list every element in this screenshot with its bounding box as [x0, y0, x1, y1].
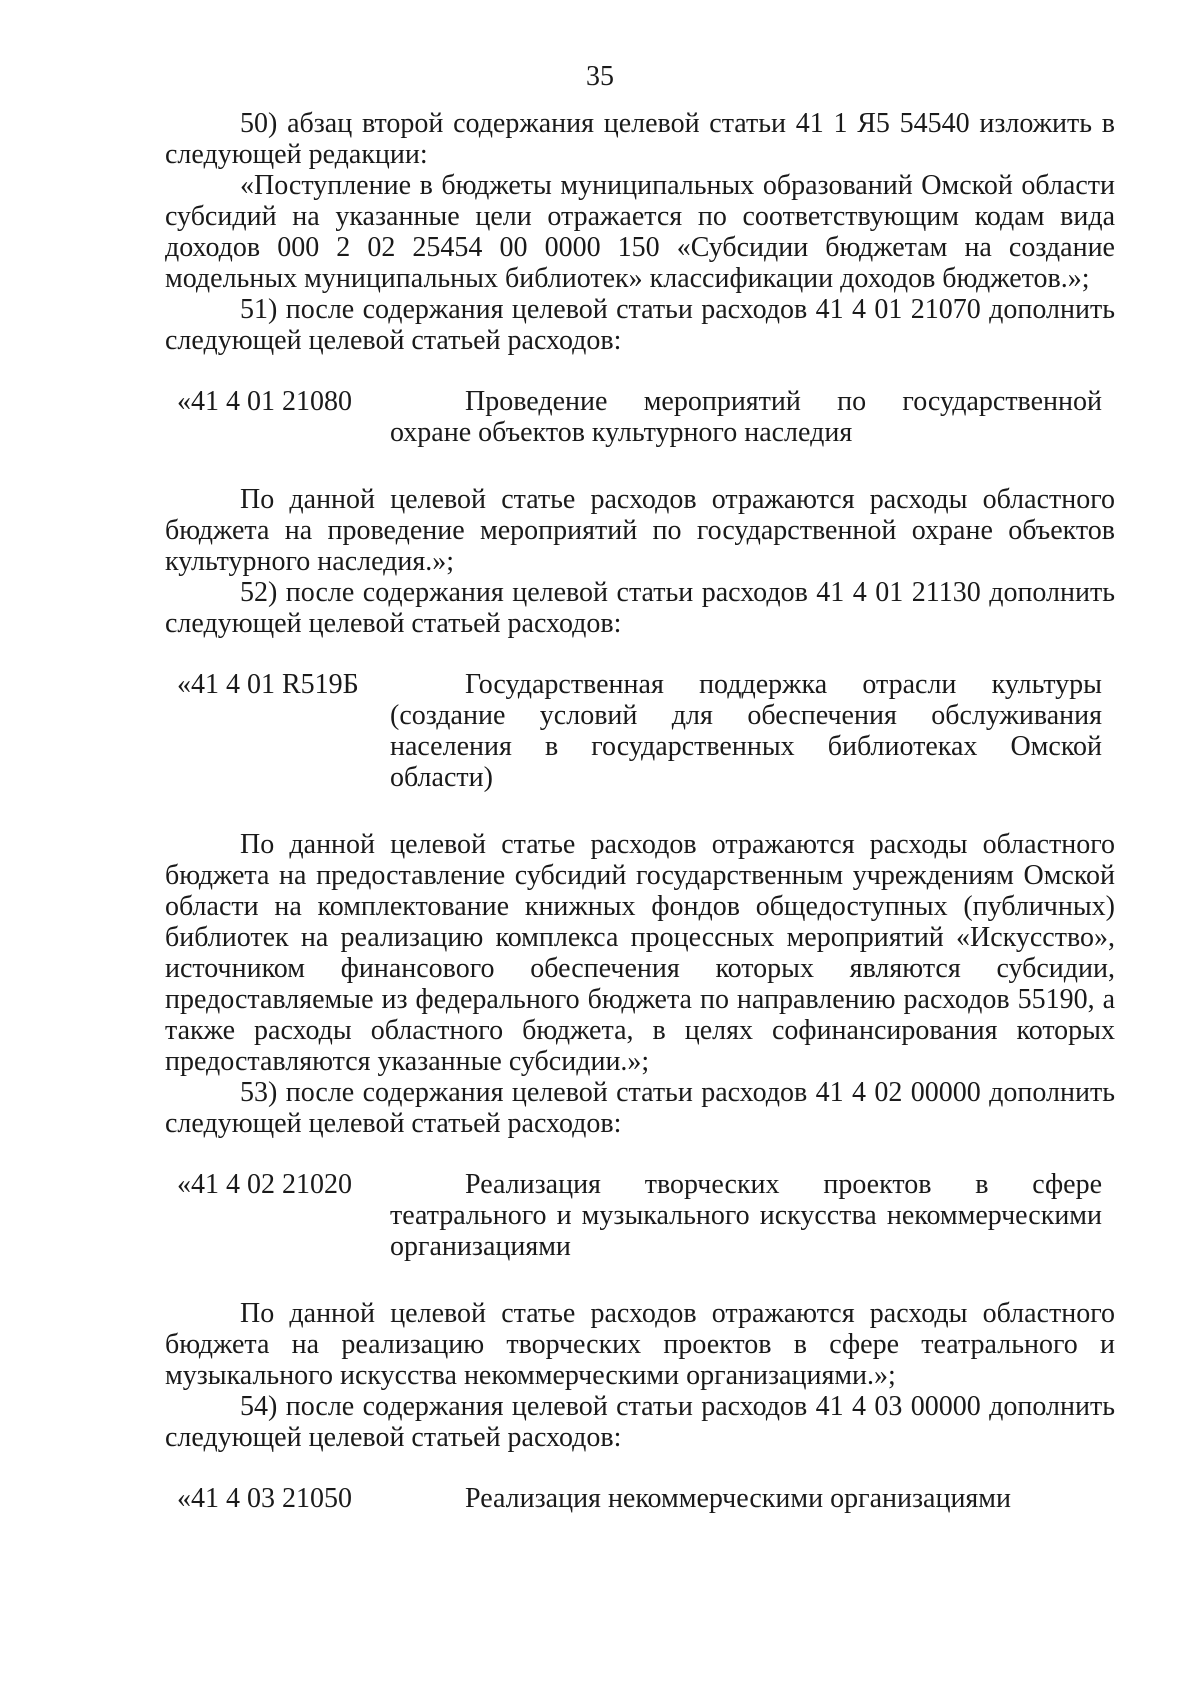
amendment-item-52: 52) после содержания целевой статьи расходов 41 4 01 21130 дополнить следующей целевой статьей расходов: — [165, 577, 1115, 639]
entry-description: По данной целевой статье расходов отражаются расходы областного бюджета на реализацию творческих проектов в сфере театрального и музыкального искусства некоммерческими организациями.»; — [165, 1298, 1115, 1391]
entry-code: «41 4 03 21050 — [177, 1483, 352, 1514]
entry-description: По данной целевой статье расходов отражаются расходы областного бюджета на проведение мероприятий по государственной охране объектов культурного наследия.»; — [165, 484, 1115, 577]
entry-title: Реализация некоммерческими организациями — [465, 1483, 1012, 1514]
entry-title: Государственная поддержка отрасли культуры (создание условий для обеспечения обслуживания населения в государственных библиотеках Омской области) — [390, 669, 1102, 793]
amendment-text-50: «Поступление в бюджеты муниципальных образований Омской области субсидий на указанные цели отражается по соответствующим кодам вида доходов 000 2 02 25454 00 0000 150 «Субсидии бюджетам на создание модельных муниципальных библиотек» классификации доходов бюджетов.»; — [165, 170, 1115, 294]
entry-title: Реализация творческих проектов в сфере театрального и музыкального искусства некоммерческими организациями — [390, 1169, 1102, 1262]
entry-description: По данной целевой статье расходов отражаются расходы областного бюджета на предоставление субсидий государственным учреждениям Омской области на комплектование книжных фондов общедоступных (публичных) библиотек на реализацию комплекса процессных мероприятий «Искусство», источником финансового обеспечения которых являются субсидии, предоставляемые из федерального бюджета по направлению расходов 55190, а также расходы областного бюджета, в целях софинансирования которых предоставляются указанные субсидии.»; — [165, 829, 1115, 1077]
amendment-item-54: 54) после содержания целевой статьи расходов 41 4 03 00000 дополнить следующей целевой статьей расходов: — [165, 1391, 1115, 1453]
amendment-item-51: 51) после содержания целевой статьи расходов 41 4 01 21070 дополнить следующей целевой статьей расходов: — [165, 294, 1115, 356]
entry-title: Проведение мероприятий по государственной охране объектов культурного наследия — [390, 386, 1102, 448]
amendment-item-53: 53) после содержания целевой статьи расходов 41 4 02 00000 дополнить следующей целевой статьей расходов: — [165, 1077, 1115, 1139]
budget-entry-41-4-01-r519b — [165, 669, 1115, 793]
entry-code: «41 4 01 R519Б — [177, 669, 359, 700]
budget-entry-41-4-02-21020 — [165, 1169, 1115, 1262]
budget-entry-41-4-01-21080 — [165, 386, 1115, 448]
page-number: 35 — [586, 61, 614, 92]
entry-code: «41 4 01 21080 — [177, 386, 352, 417]
budget-entry-41-4-03-21050 — [165, 1483, 1115, 1514]
entry-code: «41 4 02 21020 — [177, 1169, 352, 1200]
document-body — [165, 108, 1115, 1514]
amendment-item-50: 50) абзац второй содержания целевой статьи 41 1 Я5 54540 изложить в следующей редакции: — [165, 108, 1115, 170]
